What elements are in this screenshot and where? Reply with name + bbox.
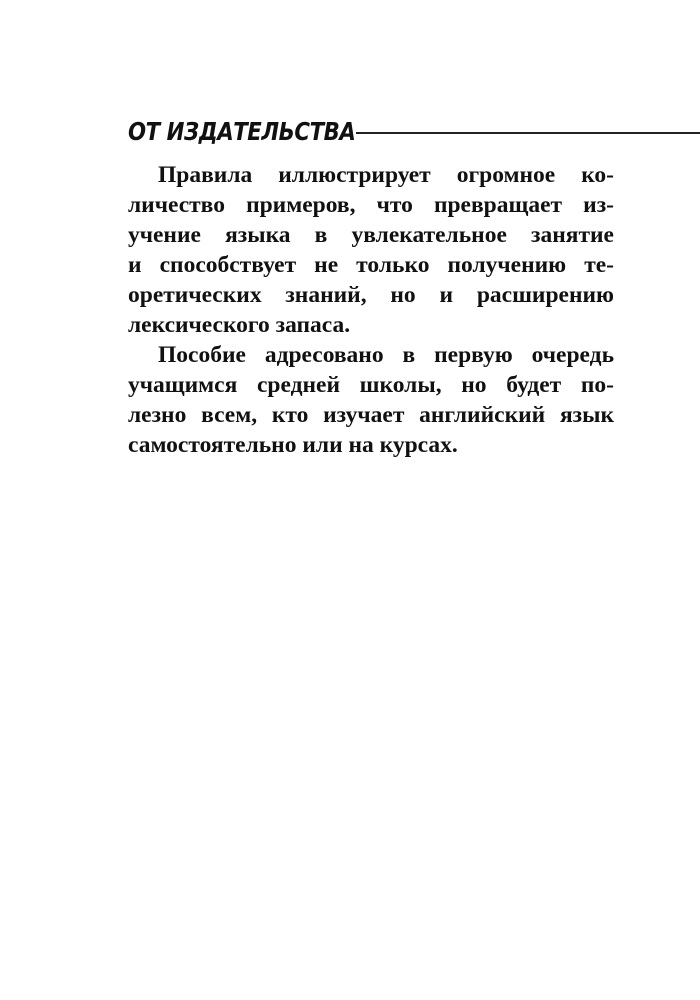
paragraph-2 [128,340,614,460]
text-line: лезно всем, кто изучает английский язык [128,402,614,428]
paragraph-1 [128,160,614,340]
text-line: личество примеров, что превращает из- [128,192,614,218]
text-line: Правила иллюстрирует огромное ко- [158,162,614,188]
section-header [128,112,616,152]
text-line: и способствует не только получению те- [128,252,614,278]
text-line: Пособие адресовано в первую очередь [158,342,614,368]
section-title: ОТ ИЗДАТЕЛЬСТВА [128,117,356,146]
text-line: учение языка в увлекательное занятие [128,222,614,248]
text-line: оретических знаний, но и расширению [128,282,614,308]
text-line: лексического запаса. [128,312,351,338]
text-line: самостоятельно или на курсах. [128,432,458,458]
text-line: учащимся средней школы, но будет по- [128,372,614,398]
body-text [128,160,614,460]
header-rule-divider [356,132,700,134]
